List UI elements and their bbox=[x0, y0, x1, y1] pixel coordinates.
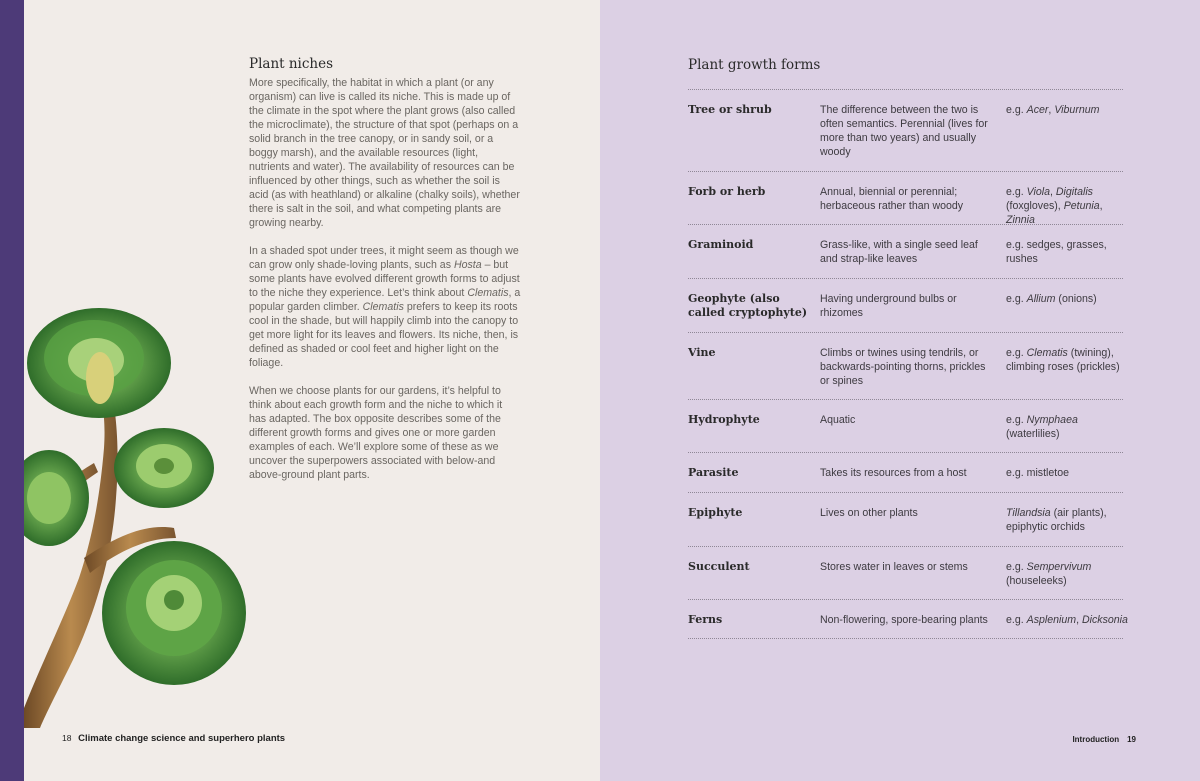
growth-form-example: e.g. mistletoe bbox=[1006, 467, 1070, 479]
table-row bbox=[688, 452, 1123, 492]
plant-growth-forms-heading: Plant growth forms bbox=[688, 57, 821, 73]
growth-form-name: Graminoid bbox=[688, 238, 754, 251]
table-row bbox=[688, 278, 1123, 332]
growth-form-description: Takes its resources from a host bbox=[820, 467, 967, 479]
growth-form-description: The difference between the two is often semantics. Perennial (lives for more than two years) and usually woody bbox=[820, 104, 988, 158]
table-row bbox=[688, 399, 1123, 452]
growth-form-name: Ferns bbox=[688, 613, 723, 626]
running-head-left: Climate change science and superhero plants bbox=[78, 733, 286, 744]
growth-form-description: Non-flowering, spore-bearing plants bbox=[820, 614, 988, 626]
footer-right bbox=[1072, 735, 1136, 744]
growth-form-name: Geophyte (also called cryptophyte) bbox=[688, 292, 808, 319]
growth-form-description: Having underground bulbs or rhizomes bbox=[820, 293, 957, 319]
footer-left bbox=[62, 733, 285, 744]
growth-form-description: Aquatic bbox=[820, 414, 856, 426]
growth-form-description: Grass-like, with a single seed leaf and strap-like leaves bbox=[820, 239, 978, 265]
growth-form-name: Vine bbox=[688, 346, 716, 359]
growth-form-example: e.g. Viola, Digitalis (foxgloves), Petunia, Zinnia bbox=[1006, 186, 1103, 226]
body-paragraph-2: In a shaded spot under trees, it might seem as though we can grow only shade-loving plants, such as Hosta – but some plants have evolved different growth forms to adjust to the niche they experience. Let’s think about Clematis, a popular garden climber. Clematis prefers to keep its roots cool in the shade, but will happily climb into the canopy to get more light for its leaves and flowers. Its niche, then, is defined as shaded or cool feet and higher light on the foliage. bbox=[249, 245, 521, 369]
growth-form-example: e.g. Acer, Viburnum bbox=[1006, 104, 1100, 116]
table-row bbox=[688, 171, 1123, 224]
growth-form-example: e.g. Asplenium, Dicksonia bbox=[1006, 614, 1128, 626]
running-head-right: Introduction bbox=[1072, 735, 1120, 744]
book-spine bbox=[0, 0, 24, 781]
body-paragraph-3: When we choose plants for our gardens, it’s helpful to think about each growth form and the niche to which it has adapted. The box opposite describes some of the different growth forms and gives one or more garden examples of each. We’ll explore some of these as we uncover the superpowers associated with below-and above-ground plant parts. bbox=[249, 385, 503, 481]
plant-niches-body bbox=[249, 76, 521, 496]
growth-form-example: e.g. sedges, grasses, rushes bbox=[1006, 239, 1107, 265]
table-row bbox=[688, 546, 1123, 599]
table-row bbox=[688, 492, 1123, 546]
growth-form-example: e.g. Sempervivum (houseleeks) bbox=[1006, 561, 1092, 587]
succulent-tree-illustration bbox=[24, 298, 264, 728]
plant-niches-heading: Plant niches bbox=[249, 56, 334, 72]
growth-form-name: Epiphyte bbox=[688, 506, 743, 519]
page-number-left: 18 bbox=[62, 733, 72, 743]
growth-form-example: e.g. Allium (onions) bbox=[1006, 293, 1097, 305]
growth-forms-table bbox=[688, 89, 1128, 639]
growth-form-description: Stores water in leaves or stems bbox=[820, 561, 968, 573]
growth-form-name: Tree or shrub bbox=[688, 103, 772, 116]
table-row bbox=[688, 599, 1128, 639]
table-row bbox=[688, 332, 1123, 399]
growth-form-example: e.g. Clematis (twining), climbing roses (prickles) bbox=[1006, 347, 1120, 373]
body-paragraph-1: More specifically, the habitat in which a plant (or any organism) can live is called its niche. This is made up of the climate in the spot where the plant grows (also called the microclimate), the structure of that spot (perhaps on a solid branch in the tree canopy, or in sandy soil, or a boggy marsh), and the available resources (light, nutrients and water). The availability of resources can be influenced by other things, such as whether the soil is acid (as with heathland) or alkaline (chalky soils), whether there is salt in the soil, and what competing plants are growing nearby. bbox=[249, 77, 520, 229]
growth-form-description: Lives on other plants bbox=[820, 507, 918, 519]
growth-form-example: Tillandsia (air plants), epiphytic orchids bbox=[1006, 507, 1107, 533]
growth-form-name: Parasite bbox=[688, 466, 739, 479]
growth-form-description: Climbs or twines using tendrils, or backwards-pointing thorns, prickles or spines bbox=[820, 347, 986, 387]
table-row bbox=[688, 89, 1123, 171]
growth-form-name: Hydrophyte bbox=[688, 413, 760, 426]
growth-form-name: Succulent bbox=[688, 560, 750, 573]
growth-form-example: e.g. Nymphaea (waterlilies) bbox=[1006, 414, 1078, 440]
page-number-right: 19 bbox=[1127, 735, 1136, 744]
growth-form-description: Annual, biennial or perennial; herbaceous rather than woody bbox=[820, 186, 964, 212]
growth-form-name: Forb or herb bbox=[688, 185, 766, 198]
table-row bbox=[688, 224, 1123, 278]
